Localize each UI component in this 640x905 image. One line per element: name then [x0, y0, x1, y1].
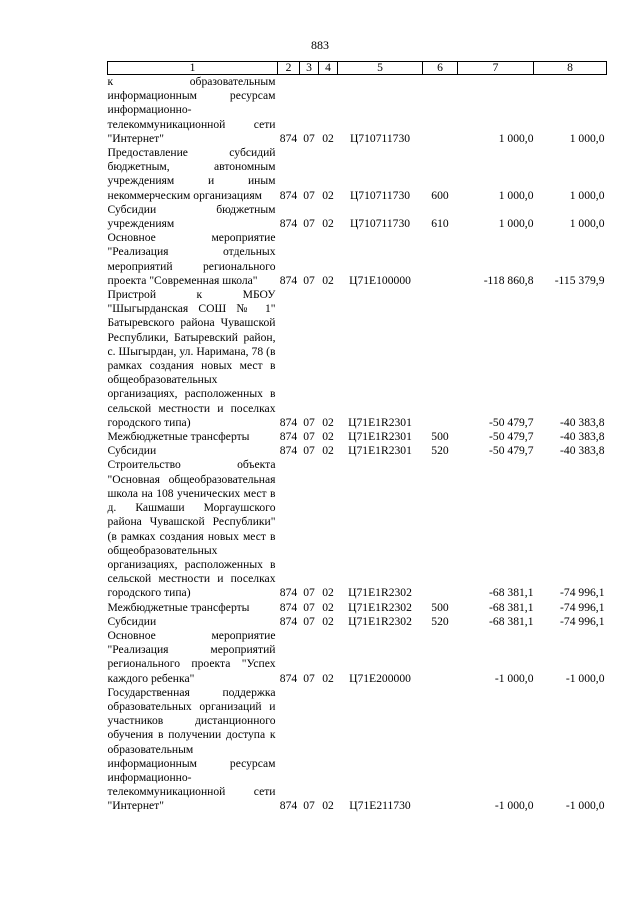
row-name: Субсидии	[107, 444, 157, 458]
row-target-article: Ц71Е1R2302	[348, 600, 412, 614]
column-header-name: 1	[108, 62, 278, 75]
row-target-article: Ц710711730	[349, 217, 411, 231]
row-target-article: Ц71Е1R2301	[348, 430, 412, 444]
row-amount-1: -1 000,0	[494, 799, 534, 813]
row-expense-type: 600	[431, 188, 449, 202]
table-row	[108, 686, 607, 814]
row-target-article: Ц71Е211730	[349, 799, 411, 813]
row-ministry-code: 874	[279, 600, 298, 614]
row-section-code: 07	[303, 444, 315, 458]
row-amount-2: -40 383,8	[560, 415, 605, 429]
row-expense-type	[423, 629, 458, 686]
row-subsection-code: 02	[322, 614, 334, 628]
row-section-code: 07	[303, 188, 315, 202]
row-subsection-code: 02	[322, 586, 334, 600]
column-header-amount-1: 7	[458, 62, 534, 75]
page-number: 883	[311, 38, 329, 52]
row-ministry-code: 874	[279, 273, 298, 287]
row-subsection-code: 02	[322, 188, 334, 202]
row-section-code: 07	[303, 586, 315, 600]
row-amount-2: 1 000,0	[569, 131, 605, 145]
table-row	[108, 629, 607, 686]
table-row	[108, 146, 607, 203]
row-amount-2: 1 000,0	[569, 188, 605, 202]
row-expense-type	[423, 458, 458, 600]
table-row	[108, 601, 607, 615]
row-subsection-code: 02	[322, 273, 334, 287]
table-row	[108, 458, 607, 600]
row-section-code: 07	[303, 671, 315, 685]
row-subsection-code: 02	[322, 799, 334, 813]
row-subsection-code: 02	[322, 430, 334, 444]
row-ministry-code: 874	[279, 430, 298, 444]
row-expense-type	[423, 75, 458, 147]
column-header-ministry: 2	[278, 62, 300, 75]
row-amount-1: -68 381,1	[489, 614, 534, 628]
row-name: Государственная поддержка образовательных организаций и участников дистанционного обучения в получении доступа к образовательным информационным ресурсам информационно-телекоммуникационной сети "Интернет"	[107, 685, 276, 813]
row-section-code: 07	[303, 131, 315, 145]
table-row	[108, 231, 607, 288]
row-amount-1: -118 860,8	[483, 273, 534, 287]
row-subsection-code: 02	[322, 444, 334, 458]
column-header-target: 5	[338, 62, 423, 75]
row-ministry-code: 874	[279, 586, 298, 600]
row-ministry-code: 874	[279, 415, 298, 429]
table-row	[108, 288, 607, 430]
row-section-code: 07	[303, 217, 315, 231]
row-amount-2: -115 379,9	[554, 273, 605, 287]
column-header-expense-type: 6	[423, 62, 458, 75]
row-expense-type: 500	[431, 600, 449, 614]
row-target-article: Ц71Е100000	[349, 273, 411, 287]
column-header-section: 3	[300, 62, 319, 75]
row-expense-type	[423, 288, 458, 430]
row-ministry-code: 874	[279, 671, 298, 685]
table-row	[108, 203, 607, 231]
row-ministry-code: 874	[279, 217, 298, 231]
row-name: к образовательным информационным ресурсам информационно-телекоммуникационной сети "Интернет"	[107, 75, 276, 145]
row-amount-1: 1 000,0	[498, 188, 534, 202]
row-target-article: Ц71Е1R2302	[348, 586, 412, 600]
row-amount-1: -50 479,7	[489, 430, 534, 444]
row-name: Строительство объекта "Основная общеобразовательная школа на 108 ученических мест в д. Кашмаши Моргаушского района Чувашской Республики" (в рамках создания новых мест в общеобразовательных организациях, расположенных в сельской местности и поселках городского типа)	[107, 458, 276, 600]
row-amount-2: -1 000,0	[565, 799, 605, 813]
row-target-article: Ц71Е1R2301	[348, 415, 412, 429]
row-amount-1: -68 381,1	[489, 600, 534, 614]
row-section-code: 07	[303, 415, 315, 429]
row-name: Межбюджетные трансферты	[107, 430, 250, 444]
table-header-row	[108, 62, 607, 75]
row-expense-type: 520	[431, 444, 449, 458]
row-amount-1: 1 000,0	[498, 131, 534, 145]
row-section-code: 07	[303, 273, 315, 287]
row-expense-type: 520	[431, 614, 449, 628]
row-amount-1: -50 479,7	[489, 444, 534, 458]
row-section-code: 07	[303, 614, 315, 628]
row-name: Субсидии бюджетным учреждениям	[107, 202, 276, 231]
table-row	[108, 430, 607, 444]
row-name: Пристрой к МБОУ "Шыгырданская СОШ № 1" Батыревского района Чувашской Республики, Батыревский район, с. Шыгырдан, ул. Наримана, 78 (в рамках создания новых мест в общеобразовательных организациях, расположенных в сельской местности и поселках городского типа)	[107, 288, 276, 429]
row-target-article: Ц71Е200000	[349, 671, 411, 685]
row-name: Межбюджетные трансферты	[107, 600, 250, 614]
row-amount-1: -1 000,0	[494, 671, 534, 685]
row-expense-type	[423, 686, 458, 814]
row-amount-2: -40 383,8	[560, 430, 605, 444]
row-section-code: 07	[303, 430, 315, 444]
table-row	[108, 615, 607, 629]
row-subsection-code: 02	[322, 671, 334, 685]
row-amount-2: -40 383,8	[560, 444, 605, 458]
row-name: Предоставление субсидий бюджетным, автономным учреждениям и иным некоммерческим организациям	[107, 146, 276, 202]
row-name: Основное мероприятие "Реализация мероприятий регионального проекта "Успех каждого ребенка"	[107, 628, 276, 685]
row-section-code: 07	[303, 799, 315, 813]
column-header-amount-2: 8	[534, 62, 607, 75]
row-amount-1: -50 479,7	[489, 415, 534, 429]
row-subsection-code: 02	[322, 600, 334, 614]
row-subsection-code: 02	[322, 131, 334, 145]
row-expense-type: 610	[431, 217, 449, 231]
row-section-code: 07	[303, 600, 315, 614]
row-name: Основное мероприятие "Реализация отдельных мероприятий регионального проекта "Современная школа"	[107, 231, 276, 287]
row-name: Субсидии	[107, 614, 157, 628]
row-expense-type	[423, 231, 458, 288]
row-target-article: Ц710711730	[349, 188, 411, 202]
row-amount-2: -1 000,0	[565, 671, 605, 685]
row-subsection-code: 02	[322, 415, 334, 429]
row-ministry-code: 874	[279, 444, 298, 458]
row-subsection-code: 02	[322, 217, 334, 231]
table-row	[108, 444, 607, 458]
row-target-article: Ц71Е1R2301	[348, 444, 412, 458]
row-amount-2: -74 996,1	[560, 600, 605, 614]
row-amount-2: -74 996,1	[560, 614, 605, 628]
table-row	[108, 75, 607, 147]
row-ministry-code: 874	[279, 614, 298, 628]
budget-table	[107, 61, 607, 814]
row-expense-type: 500	[431, 430, 449, 444]
column-header-subsection: 4	[319, 62, 338, 75]
row-amount-2: 1 000,0	[569, 217, 605, 231]
row-ministry-code: 874	[279, 799, 298, 813]
row-ministry-code: 874	[279, 131, 298, 145]
row-amount-2: -74 996,1	[560, 586, 605, 600]
row-target-article: Ц71Е1R2302	[348, 614, 412, 628]
row-amount-1: -68 381,1	[489, 586, 534, 600]
row-ministry-code: 874	[279, 188, 298, 202]
row-amount-1: 1 000,0	[498, 217, 534, 231]
row-target-article: Ц710711730	[349, 131, 411, 145]
